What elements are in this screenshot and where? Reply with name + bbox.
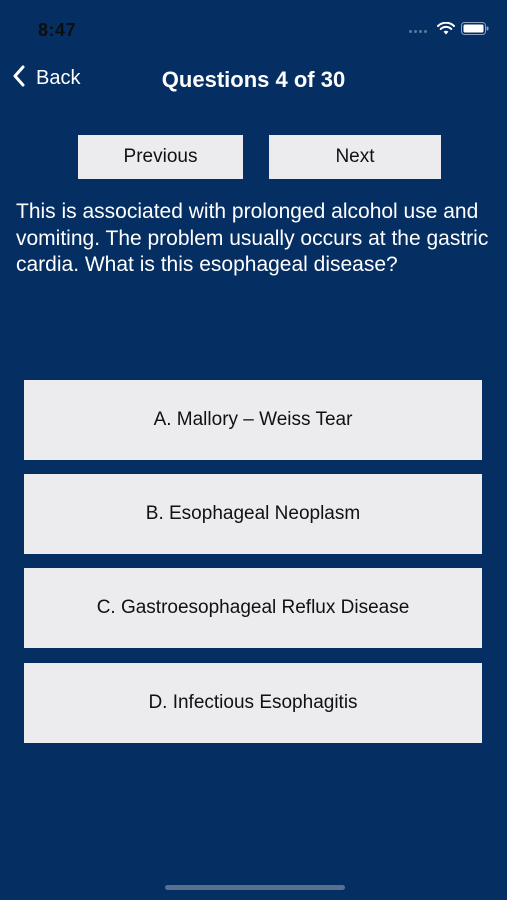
previous-button[interactable]: Previous	[78, 135, 243, 179]
page-title: Questions 4 of 30	[161, 67, 346, 92]
navigation-bar	[0, 55, 507, 107]
home-indicator[interactable]	[165, 885, 345, 890]
cellular-signal-icon	[409, 30, 427, 33]
status-icons	[409, 22, 489, 40]
back-button[interactable]	[12, 65, 80, 92]
status-time: 8:47	[38, 20, 77, 40]
chevron-left-icon	[12, 65, 26, 92]
answer-option-d[interactable]: D. Infectious Esophagitis	[24, 663, 482, 743]
answer-option-b[interactable]: B. Esophageal Neoplasm	[24, 474, 482, 554]
wifi-icon	[437, 22, 455, 40]
answer-option-a[interactable]: A. Mallory – Weiss Tear	[24, 380, 482, 460]
back-label: Back	[36, 67, 81, 89]
battery-icon	[461, 22, 489, 40]
status-bar	[0, 0, 507, 60]
answer-option-c[interactable]: C. Gastroesophageal Reflux Disease	[24, 568, 482, 648]
question-text: This is associated with prolonged alcohol use and vomiting. The problem usually occurs at the gastric cardia. What is this esophageal disease?	[16, 200, 489, 276]
next-button[interactable]: Next	[269, 135, 441, 179]
